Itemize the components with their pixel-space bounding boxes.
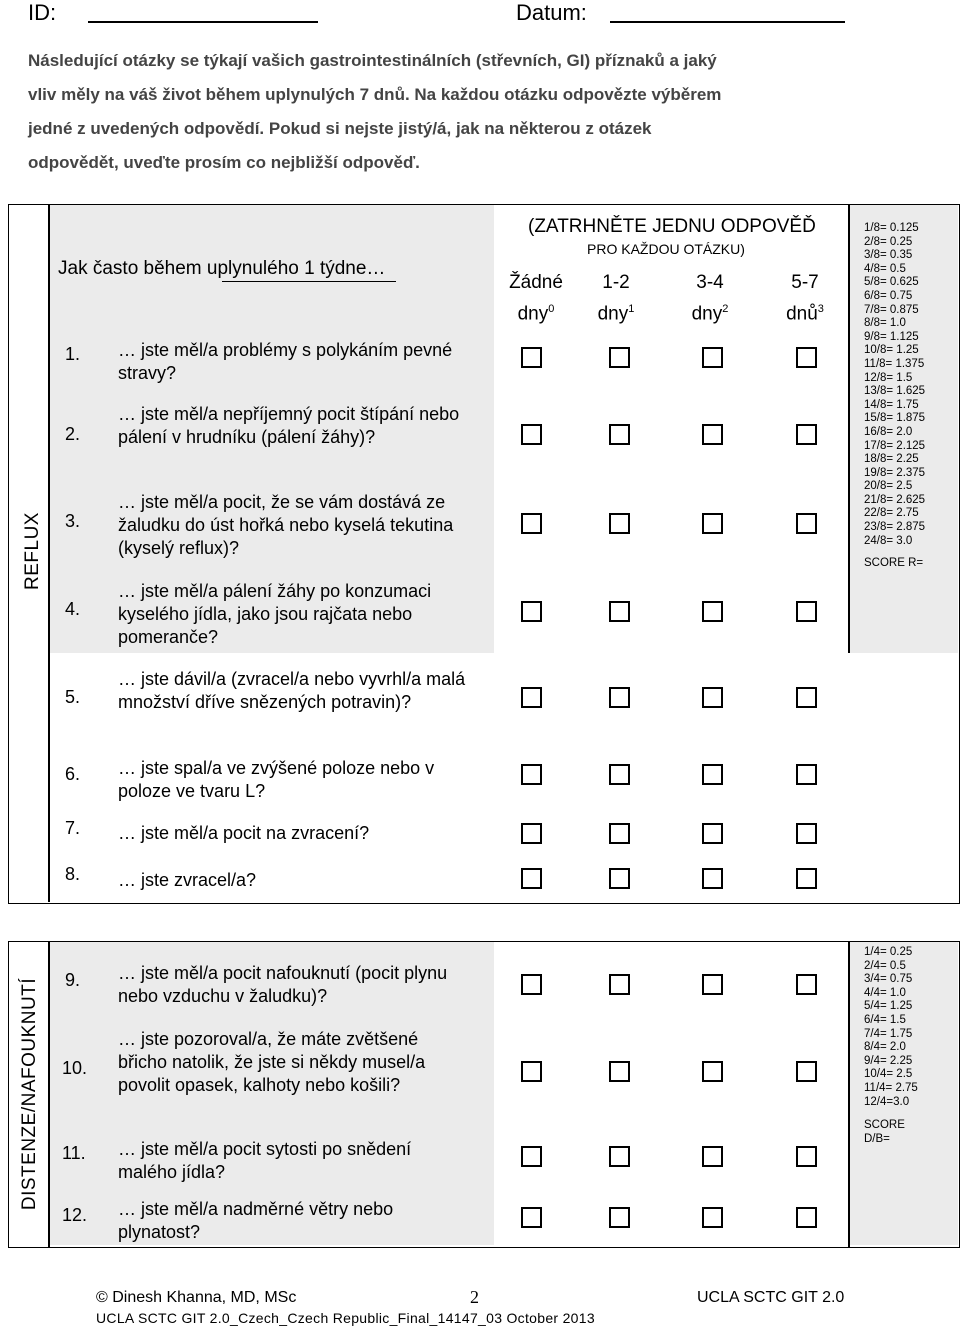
answer-checkbox-q8-1[interactable] bbox=[609, 868, 630, 889]
score-entry: 22/8= 2.75 bbox=[864, 507, 919, 520]
question-text: … jste měl/a pocit sytosti po snědení malého jídla? bbox=[118, 1139, 412, 1182]
answer-checkbox-q9-0[interactable] bbox=[521, 974, 542, 995]
answer-checkbox-q8-0[interactable] bbox=[521, 868, 542, 889]
column-header-label: 1-2 bbox=[602, 272, 630, 293]
score-entry: 11/8= 1.375 bbox=[864, 357, 925, 370]
score-entry: 10/8= 1.25 bbox=[864, 344, 919, 357]
score-entry: 18/8= 2.25 bbox=[864, 453, 919, 466]
column-header-0 bbox=[498, 270, 574, 327]
question-number: 4. bbox=[65, 599, 81, 619]
answer-checkbox-q1-2[interactable] bbox=[702, 347, 723, 368]
reflux-section-label: REFLUX bbox=[22, 512, 43, 590]
score-entry: 10/4= 2.5 bbox=[864, 1068, 913, 1081]
score-entry: 16/8= 2.0 bbox=[864, 425, 913, 438]
answer-checkbox-q2-1[interactable] bbox=[609, 424, 630, 445]
stem-underline bbox=[222, 281, 396, 282]
answer-checkbox-q6-2[interactable] bbox=[702, 764, 723, 785]
score-entry: 20/8= 2.5 bbox=[864, 480, 913, 493]
score-entry: 19/8= 2.375 bbox=[864, 466, 926, 479]
distension-score-table bbox=[864, 946, 918, 1146]
date-label: Datum: bbox=[516, 0, 587, 25]
question-number: 11. bbox=[62, 1143, 86, 1163]
question-number: 10. bbox=[62, 1058, 88, 1078]
question-number: 1. bbox=[65, 344, 81, 364]
answer-checkbox-q1-0[interactable] bbox=[521, 347, 542, 368]
instruction-main: (ZATRHNĚTE JEDNU ODPOVĚĎ bbox=[528, 216, 816, 237]
question-text: … jste pozoroval/a, že máte zvětšené břicho natolik, že jste si někdy musel/a povolit opasek, kalhoty nebo košili? bbox=[118, 1029, 426, 1095]
score-entry: 11/4= 2.75 bbox=[864, 1081, 918, 1094]
column-header-2 bbox=[672, 270, 748, 327]
id-label: ID: bbox=[28, 0, 57, 25]
score-entry: 7/8= 0.875 bbox=[864, 303, 919, 316]
answer-checkbox-q3-2[interactable] bbox=[702, 513, 723, 534]
answer-checkbox-q10-3[interactable] bbox=[796, 1061, 817, 1082]
score-result-label: SCORE bbox=[864, 1119, 905, 1132]
intro-line: vliv měly na váš život během uplynulých 7 dnů. Na každou otázku odpovězte výběrem bbox=[28, 85, 722, 104]
page-number: 2 bbox=[470, 1287, 479, 1307]
score-entry: 6/4= 1.5 bbox=[864, 1013, 906, 1026]
answer-checkbox-q4-3[interactable] bbox=[796, 601, 817, 622]
question-number: 5. bbox=[65, 687, 81, 707]
answer-checkbox-q12-3[interactable] bbox=[796, 1207, 817, 1228]
answer-checkbox-q9-1[interactable] bbox=[609, 974, 630, 995]
answer-checkbox-q11-1[interactable] bbox=[609, 1146, 630, 1167]
answer-checkbox-q9-3[interactable] bbox=[796, 974, 817, 995]
intro-line: odpovědět, uveďte prosím co nejbližší odpověď. bbox=[28, 153, 420, 172]
score-entry: 21/8= 2.625 bbox=[864, 493, 926, 506]
question-number: 8. bbox=[65, 864, 81, 884]
score-entry: 4/4= 1.0 bbox=[864, 986, 906, 999]
question-number: 7. bbox=[65, 818, 81, 838]
column-header-score: 0 bbox=[548, 303, 555, 315]
answer-checkbox-q5-3[interactable] bbox=[796, 687, 817, 708]
question-text: … jste měl/a nepříjemný pocit štípání nebo pálení v hrudníku (pálení žáhy)? bbox=[118, 404, 460, 447]
answer-checkbox-q1-1[interactable] bbox=[609, 347, 630, 368]
answer-checkbox-q5-1[interactable] bbox=[609, 687, 630, 708]
score-entry: 4/8= 0.5 bbox=[864, 262, 906, 275]
score-entry: 6/8= 0.75 bbox=[864, 289, 913, 302]
score-entry: 1/8= 0.125 bbox=[864, 222, 919, 234]
column-header-unit: dny bbox=[517, 303, 549, 325]
answer-checkbox-q12-1[interactable] bbox=[609, 1207, 630, 1228]
column-header-score: 1 bbox=[628, 303, 635, 315]
score-entry: 14/8= 1.75 bbox=[864, 398, 919, 411]
answer-checkbox-q6-1[interactable] bbox=[609, 764, 630, 785]
answer-checkbox-q11-3[interactable] bbox=[796, 1146, 817, 1167]
score-entry: 2/8= 0.25 bbox=[864, 235, 913, 248]
score-entry: 9/8= 1.125 bbox=[864, 330, 919, 343]
score-entry: 2/4= 0.5 bbox=[864, 959, 906, 972]
score-entry: 12/8= 1.5 bbox=[864, 371, 913, 384]
answer-checkbox-q12-0[interactable] bbox=[521, 1207, 542, 1228]
answer-checkbox-q12-2[interactable] bbox=[702, 1207, 723, 1228]
instruction-sub: PRO KAŽDOU OTÁZKU) bbox=[587, 241, 745, 257]
question-text: … jste měl/a problémy s polykáním pevné stravy? bbox=[118, 340, 453, 383]
column-header-unit: dnů bbox=[786, 303, 818, 325]
answer-checkbox-q2-2[interactable] bbox=[702, 424, 723, 445]
column-header-unit: dny bbox=[597, 303, 629, 325]
answer-checkbox-q5-2[interactable] bbox=[702, 687, 723, 708]
footer-form-name: UCLA SCTC GIT 2.0 bbox=[697, 1289, 845, 1306]
column-header-label: 5-7 bbox=[791, 272, 819, 293]
column-header-unit: dny bbox=[691, 303, 723, 325]
question-number: 6. bbox=[65, 764, 81, 784]
footer-author: © Dinesh Khanna, MD, MSc bbox=[96, 1289, 297, 1306]
answer-checkbox-q6-3[interactable] bbox=[796, 764, 817, 785]
score-entry: 7/4= 1.75 bbox=[864, 1027, 913, 1040]
score-entry: 8/4= 2.0 bbox=[864, 1041, 906, 1054]
answer-checkbox-q7-3[interactable] bbox=[796, 823, 817, 844]
score-entry: 5/4= 1.25 bbox=[864, 1000, 913, 1013]
score-entry: 17/8= 2.125 bbox=[864, 439, 926, 452]
score-entry: 12/4=3.0 bbox=[864, 1095, 910, 1108]
intro-line: jedné z uvedených odpovědí. Pokud si nejste jistý/á, jak na některou z otázek bbox=[28, 119, 652, 138]
answer-checkbox-q6-0[interactable] bbox=[521, 764, 542, 785]
score-result-label: SCORE R= bbox=[864, 557, 924, 570]
question-text: … jste měl/a pocit na zvracení? bbox=[118, 823, 370, 843]
question-text: … jste zvracel/a? bbox=[118, 870, 257, 890]
question-number: 12. bbox=[62, 1205, 88, 1225]
column-header-label: 3-4 bbox=[696, 272, 724, 293]
question-text: … jste dávil/a (zvracel/a nebo vyvrhl/a malá množství dříve snězených potravin)? bbox=[118, 669, 466, 712]
answer-checkbox-q11-2[interactable] bbox=[702, 1146, 723, 1167]
question-text: … jste měl/a nadměrné větry nebo plynatost? bbox=[118, 1199, 394, 1242]
answer-checkbox-q7-1[interactable] bbox=[609, 823, 630, 844]
question-stem-text: Jak často během uplynulého 1 týdne… bbox=[58, 258, 386, 279]
answer-checkbox-q10-0[interactable] bbox=[521, 1061, 542, 1082]
intro-line: Následující otázky se týkají vašich gastrointestinálních (střevních, GI) příznaků a jaký bbox=[28, 51, 717, 70]
score-entry: 24/8= 3.0 bbox=[864, 534, 913, 547]
answer-checkbox-q4-1[interactable] bbox=[609, 601, 630, 622]
question-number: 9. bbox=[65, 970, 81, 990]
intro-text bbox=[28, 44, 818, 180]
score-entry: 23/8= 2.875 bbox=[864, 521, 926, 534]
answer-checkbox-q3-3[interactable] bbox=[796, 513, 817, 534]
column-header-score: 2 bbox=[722, 303, 729, 315]
column-header-label: Žádné bbox=[509, 272, 563, 293]
answer-checkbox-q9-2[interactable] bbox=[702, 974, 723, 995]
id-field[interactable] bbox=[88, 21, 318, 23]
answer-checkbox-q4-2[interactable] bbox=[702, 601, 723, 622]
answer-checkbox-q2-0[interactable] bbox=[521, 424, 542, 445]
answer-checkbox-q8-2[interactable] bbox=[702, 868, 723, 889]
distension-section-label: DISTENZE/NAFOUKNUTÍ bbox=[19, 977, 40, 1211]
score-entry: 8/8= 1.0 bbox=[864, 317, 906, 330]
score-result-label: D/B= bbox=[864, 1132, 890, 1145]
answer-checkbox-q8-3[interactable] bbox=[796, 868, 817, 889]
column-header-1 bbox=[578, 270, 654, 327]
score-entry: 5/8= 0.625 bbox=[864, 276, 919, 289]
answer-checkbox-q3-0[interactable] bbox=[521, 513, 542, 534]
score-entry: 3/8= 0.35 bbox=[864, 249, 913, 262]
reflux-score-table bbox=[864, 222, 925, 571]
question-text: … jste měl/a pocit, že se vám dostává ze žaludku do úst hořká nebo kyselá tekutina (kyselý reflux)? bbox=[118, 492, 454, 558]
answer-checkbox-q2-3[interactable] bbox=[796, 424, 817, 445]
question-number: 2. bbox=[65, 424, 81, 444]
score-entry: 13/8= 1.625 bbox=[864, 385, 926, 398]
answer-checkbox-q7-0[interactable] bbox=[521, 823, 542, 844]
score-entry: 1/4= 0.25 bbox=[864, 946, 913, 958]
answer-checkbox-q10-1[interactable] bbox=[609, 1061, 630, 1082]
answer-checkbox-q5-0[interactable] bbox=[521, 687, 542, 708]
answer-checkbox-q1-3[interactable] bbox=[796, 347, 817, 368]
column-header-3 bbox=[767, 270, 843, 327]
question-number: 3. bbox=[65, 511, 81, 531]
answer-checkbox-q4-0[interactable] bbox=[521, 601, 542, 622]
answer-checkbox-q10-2[interactable] bbox=[702, 1061, 723, 1082]
question-stem bbox=[58, 258, 385, 280]
answer-checkbox-q3-1[interactable] bbox=[609, 513, 630, 534]
score-entry: 15/8= 1.875 bbox=[864, 412, 926, 425]
question-text: … jste spal/a ve zvýšené poloze nebo v poloze ve tvaru L? bbox=[118, 758, 435, 801]
date-field[interactable] bbox=[610, 21, 845, 23]
answer-checkbox-q11-0[interactable] bbox=[521, 1146, 542, 1167]
column-header-score: 3 bbox=[817, 303, 824, 315]
question-text: … jste měl/a pálení žáhy po konzumaci kyselého jídla, jako jsou rajčata nebo pomeranče? bbox=[118, 581, 432, 647]
score-entry: 9/4= 2.25 bbox=[864, 1054, 913, 1067]
footer-file-name: UCLA SCTC GIT 2.0_Czech_Czech Republic_Final_14147_03 October 2013 bbox=[96, 1310, 595, 1326]
question-text: … jste měl/a pocit nafouknutí (pocit plynu nebo vzduchu v žaludku)? bbox=[118, 963, 448, 1006]
answer-checkbox-q7-2[interactable] bbox=[702, 823, 723, 844]
score-entry: 3/4= 0.75 bbox=[864, 973, 913, 986]
